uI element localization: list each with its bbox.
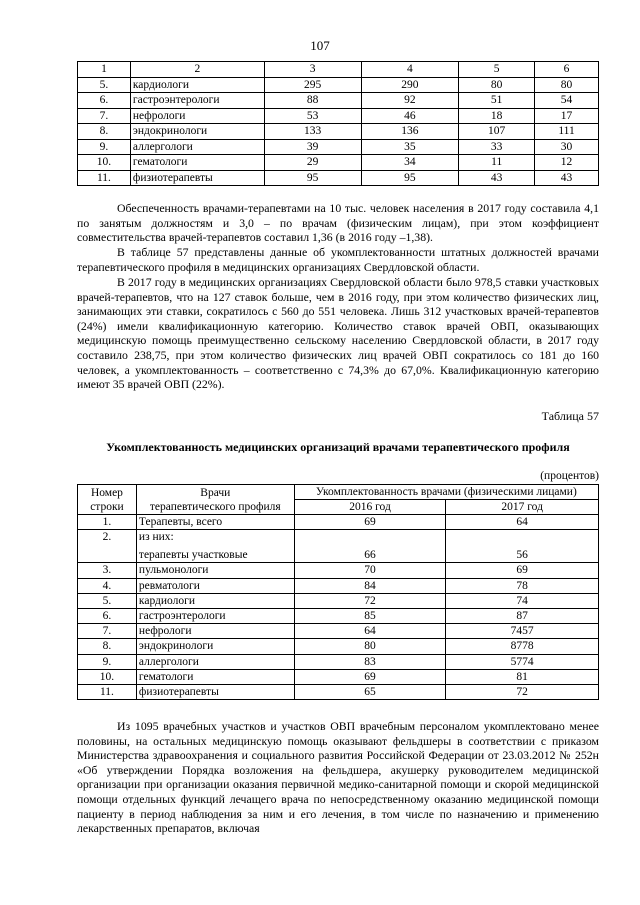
table-cell: 88 — [264, 93, 361, 109]
table-title: Укомплектованность медицинских организаций врачами терапевтического профиля — [106, 440, 570, 454]
table-cell: 7457 — [446, 624, 599, 639]
table-label: Таблица 57 — [541, 409, 599, 423]
table-cell: 69 — [446, 563, 599, 578]
table-cell: 5. — [78, 593, 137, 608]
table-cell: 9. — [78, 139, 131, 155]
table-cell: 4. — [78, 578, 137, 593]
table-cell: 72 — [446, 684, 599, 699]
table-cell: 54 — [535, 93, 599, 109]
table-row — [78, 155, 599, 171]
table-row — [78, 77, 599, 93]
table-cell: 295 — [264, 77, 361, 93]
table-row — [78, 684, 599, 699]
col-header-2016: 2016 год — [294, 500, 446, 515]
table-cell: 66 — [294, 530, 446, 563]
table-cell: физиотерапевты — [136, 684, 294, 699]
table-cell: гематологи — [136, 669, 294, 684]
table-cell: 43 — [459, 170, 535, 186]
table-continuation — [77, 61, 599, 186]
table-cell: пульмонологи — [136, 563, 294, 578]
col-header: 2 — [130, 62, 264, 78]
table-cell: 7. — [78, 108, 131, 124]
table-cell: 56 — [446, 530, 599, 563]
table-cell: 11. — [78, 170, 131, 186]
table-row — [78, 624, 599, 639]
table-row — [78, 124, 599, 140]
table-row — [78, 593, 599, 608]
table-cell: 80 — [535, 77, 599, 93]
paragraph-feldsher-order: Из 1095 врачебных участков и участков ОВП врачебным персоналом укомплектовано менее половины, на остальных медицинскую помощь оказывают фельдшеры в соответствии с приказом Министерства здравоохранения и социального развития Российской Федерации от 23.03.2012 № 252н «Об утверждении Порядка возложения на фельдшера, акушерку руководителем медицинской организации при организации оказания первичной медико-санитарной помощи и скорой медицинской помощи отдельных функций лечащего врача по непосредственному оказанию медицинской помощи пациенту в период наблюдения за ним и его лечения, в том числе по назначению и применению лекарственных препаратов, включая — [77, 719, 599, 836]
table-row — [78, 654, 599, 669]
table-cell: 53 — [264, 108, 361, 124]
table-cell: аллергологи — [130, 139, 264, 155]
table-cell: 3. — [78, 563, 137, 578]
table-cell: 18 — [459, 108, 535, 124]
table-cell: 111 — [535, 124, 599, 140]
table-row — [78, 608, 599, 623]
table-cell: 7. — [78, 624, 137, 639]
table-cell: 43 — [535, 170, 599, 186]
table-cell: 12 — [535, 155, 599, 171]
col-header: 3 — [264, 62, 361, 78]
paragraph-staffing-ratio: Обеспеченность врачами-терапевтами на 10 тыс. человек населения в 2017 году составила 4,1 по занятым должностям и 3,0 – по врачам (физическим лицам), при этом коэффициент совместительства врачей-терапевтов составил 1,36 (в 2016 году –1,38). — [77, 201, 599, 245]
paragraph-district-therapists: В 2017 году в медицинских организациях Свердловской области было 978,5 ставки участковых врачей-терапевтов, что на 127 ставок больше, чем в 2016 году, при этом количество физических лиц, занимающих эти ставки, сократилось с 560 до 551 человека. Лишь 312 участковых врачей-терапевтов (24%) имели квалификационную категорию. Количество ставок врачей ОВП, оказывающих медицинскую помощь преимущественно сельскому населению Свердловской области, в 2017 году составило 238,75, при этом количество физических лиц врачей ОВП сократилось со 181 до 160 человек, а укомплектованность – соответственно с 74,3% до 67,0%. Квалификационную категорию имеют 35 врачей ОВП (22%). — [77, 275, 599, 392]
col-header: 5 — [459, 62, 535, 78]
table-cell: 70 — [294, 563, 446, 578]
table-cell: 8. — [78, 639, 137, 654]
table-row — [78, 669, 599, 684]
table-header-row — [78, 485, 599, 500]
table-cell: 133 — [264, 124, 361, 140]
table-cell: 10. — [78, 669, 137, 684]
table-cell: 80 — [294, 639, 446, 654]
table-header-row — [78, 62, 599, 78]
table-cell: кардиологи — [130, 77, 264, 93]
table-cell: 11 — [459, 155, 535, 171]
table-cell: 8. — [78, 124, 131, 140]
table-cell: нефрологи — [136, 624, 294, 639]
table-cell: аллергологи — [136, 654, 294, 669]
table-cell: 92 — [361, 93, 459, 109]
col-header-staffing: Укомплектованность врачами (физическими лицами) — [294, 485, 598, 500]
table-cell: 10. — [78, 155, 131, 171]
col-header-doctors: Врачи терапевтического профиля — [136, 485, 294, 515]
table-cell: 69 — [294, 669, 446, 684]
table-row — [78, 515, 599, 530]
table-row — [78, 530, 599, 563]
table-cell: 95 — [361, 170, 459, 186]
table-row — [78, 639, 599, 654]
table-row — [78, 108, 599, 124]
table-cell: 8778 — [446, 639, 599, 654]
table-cell: физиотерапевты — [130, 170, 264, 186]
table-cell: 51 — [459, 93, 535, 109]
table-cell: 83 — [294, 654, 446, 669]
table-cell: 17 — [535, 108, 599, 124]
table-cell: эндокринологи — [136, 639, 294, 654]
table-cell: 11. — [78, 684, 137, 699]
table-cell: 39 — [264, 139, 361, 155]
table-cell: 290 — [361, 77, 459, 93]
table-cell: Терапевты, всего — [136, 515, 294, 530]
table-cell: 81 — [446, 669, 599, 684]
table-cell: 35 — [361, 139, 459, 155]
staffing-table — [77, 484, 599, 700]
table-cell: 29 — [264, 155, 361, 171]
table-cell: 65 — [294, 684, 446, 699]
table-cell: 5. — [78, 77, 131, 93]
table-cell: 87 — [446, 608, 599, 623]
table-row — [78, 170, 599, 186]
table-cell: 107 — [459, 124, 535, 140]
table-cell: 33 — [459, 139, 535, 155]
table-units: (процентов) — [540, 470, 599, 482]
table-cell: гастроэнтерологи — [130, 93, 264, 109]
table-cell: 136 — [361, 124, 459, 140]
col-header: 4 — [361, 62, 459, 78]
table-cell: 84 — [294, 578, 446, 593]
col-header: 6 — [535, 62, 599, 78]
paragraph-table-intro: В таблице 57 представлены данные об укомплектованности штатных должностей врачами терапевтического профиля в медицинских организациях Свердловской области. — [77, 245, 599, 274]
table-cell: 6. — [78, 93, 131, 109]
table-cell: 1. — [78, 515, 137, 530]
table-cell: 34 — [361, 155, 459, 171]
table-cell: 74 — [446, 593, 599, 608]
table-row — [78, 563, 599, 578]
table-cell: из них: терапевты участковые — [136, 530, 294, 563]
table-cell: 9. — [78, 654, 137, 669]
table-cell: 95 — [264, 170, 361, 186]
page-number: 107 — [310, 38, 330, 53]
table-row — [78, 578, 599, 593]
table-cell: 46 — [361, 108, 459, 124]
table-cell: кардиологи — [136, 593, 294, 608]
table-cell: 80 — [459, 77, 535, 93]
col-header-2017: 2017 год — [446, 500, 599, 515]
table-cell: 72 — [294, 593, 446, 608]
table-cell: 85 — [294, 608, 446, 623]
table-cell: 78 — [446, 578, 599, 593]
table-cell: 64 — [294, 624, 446, 639]
table-cell: гематологи — [130, 155, 264, 171]
col-header-row-number: Номер строки — [78, 485, 137, 515]
table-cell: 64 — [446, 515, 599, 530]
table-cell: 30 — [535, 139, 599, 155]
table-cell: 2. — [78, 530, 137, 563]
col-header: 1 — [78, 62, 131, 78]
table-row — [78, 139, 599, 155]
table-cell: эндокринологи — [130, 124, 264, 140]
table-cell: нефрологи — [130, 108, 264, 124]
table-cell: гастроэнтерологи — [136, 608, 294, 623]
table-cell: 69 — [294, 515, 446, 530]
table-cell: 6. — [78, 608, 137, 623]
table-cell: ревматологи — [136, 578, 294, 593]
table-row — [78, 93, 599, 109]
table-cell: 5774 — [446, 654, 599, 669]
